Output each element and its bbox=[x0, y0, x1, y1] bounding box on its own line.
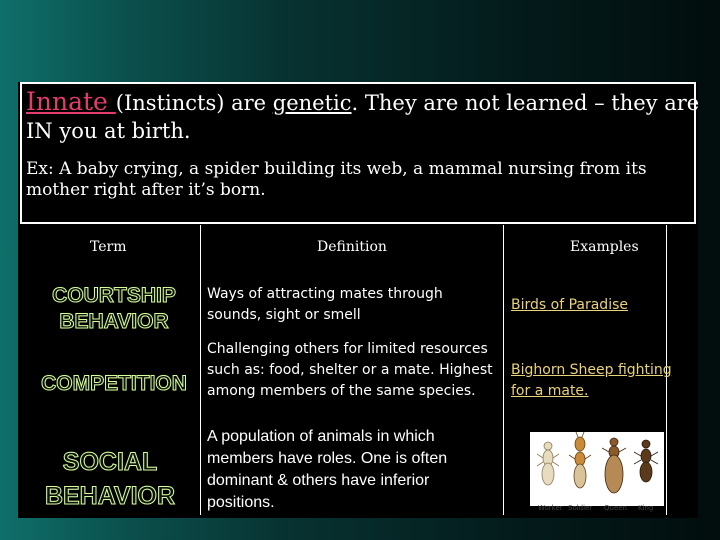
slide-content bbox=[18, 82, 698, 518]
definition-courtship: Ways of attracting mates through sounds, sight or smell bbox=[207, 286, 443, 323]
termite-illustration bbox=[530, 432, 664, 496]
termite-queen-icon bbox=[602, 438, 626, 493]
term-courtship bbox=[34, 283, 194, 335]
intro-text-b: . They are not learned – they are bbox=[351, 91, 700, 115]
term-social-line2: BEHAVIOR bbox=[44, 482, 176, 510]
term-social-line1: SOCIAL bbox=[62, 448, 158, 476]
definition-competition: Challenging others for limited resources such as: food, shelter or a mate. Highest among members of the same species. bbox=[207, 341, 493, 399]
genetic-word: genetic bbox=[272, 91, 352, 115]
definition-social: A population of animals in which members have roles. One is often dominant & others have inferior positions. bbox=[207, 428, 448, 511]
header-term: Term bbox=[90, 239, 127, 255]
example-competition-link[interactable]: Bighorn Sheep fighting for a mate. bbox=[511, 362, 672, 399]
behavior-table bbox=[20, 225, 696, 515]
caption-queen: Queen bbox=[604, 504, 627, 512]
innate-word: Innate bbox=[26, 87, 116, 116]
termite-castes-image bbox=[530, 432, 664, 512]
termite-soldier-icon bbox=[569, 432, 591, 488]
header-definition: Definition bbox=[317, 239, 387, 255]
term-competition bbox=[24, 371, 204, 397]
caption-worker: Worker bbox=[538, 504, 563, 512]
termite-worker-icon bbox=[537, 442, 559, 485]
term-competition-line1: COMPETITION bbox=[41, 372, 187, 395]
term-social bbox=[30, 445, 190, 513]
intro-box bbox=[20, 82, 700, 224]
intro-line-2: IN you at birth. bbox=[26, 119, 191, 143]
term-courtship-line1: COURTSHIP bbox=[52, 284, 176, 307]
intro-example: Ex: A baby crying, a spider building its web, a mammal nursing from its mother right after it’s born. bbox=[26, 159, 647, 200]
caption-king: King bbox=[638, 504, 654, 512]
table-header bbox=[20, 225, 696, 275]
intro-line-1 bbox=[26, 87, 700, 117]
termite-king-icon bbox=[634, 440, 658, 482]
term-courtship-line2: BEHAVIOR bbox=[59, 310, 169, 333]
caption-soldier: Soldier bbox=[568, 504, 593, 512]
example-courtship-link[interactable]: Birds of Paradise bbox=[511, 297, 628, 313]
header-examples: Examples bbox=[570, 239, 639, 255]
intro-text-a: (Instincts) are bbox=[115, 91, 273, 115]
